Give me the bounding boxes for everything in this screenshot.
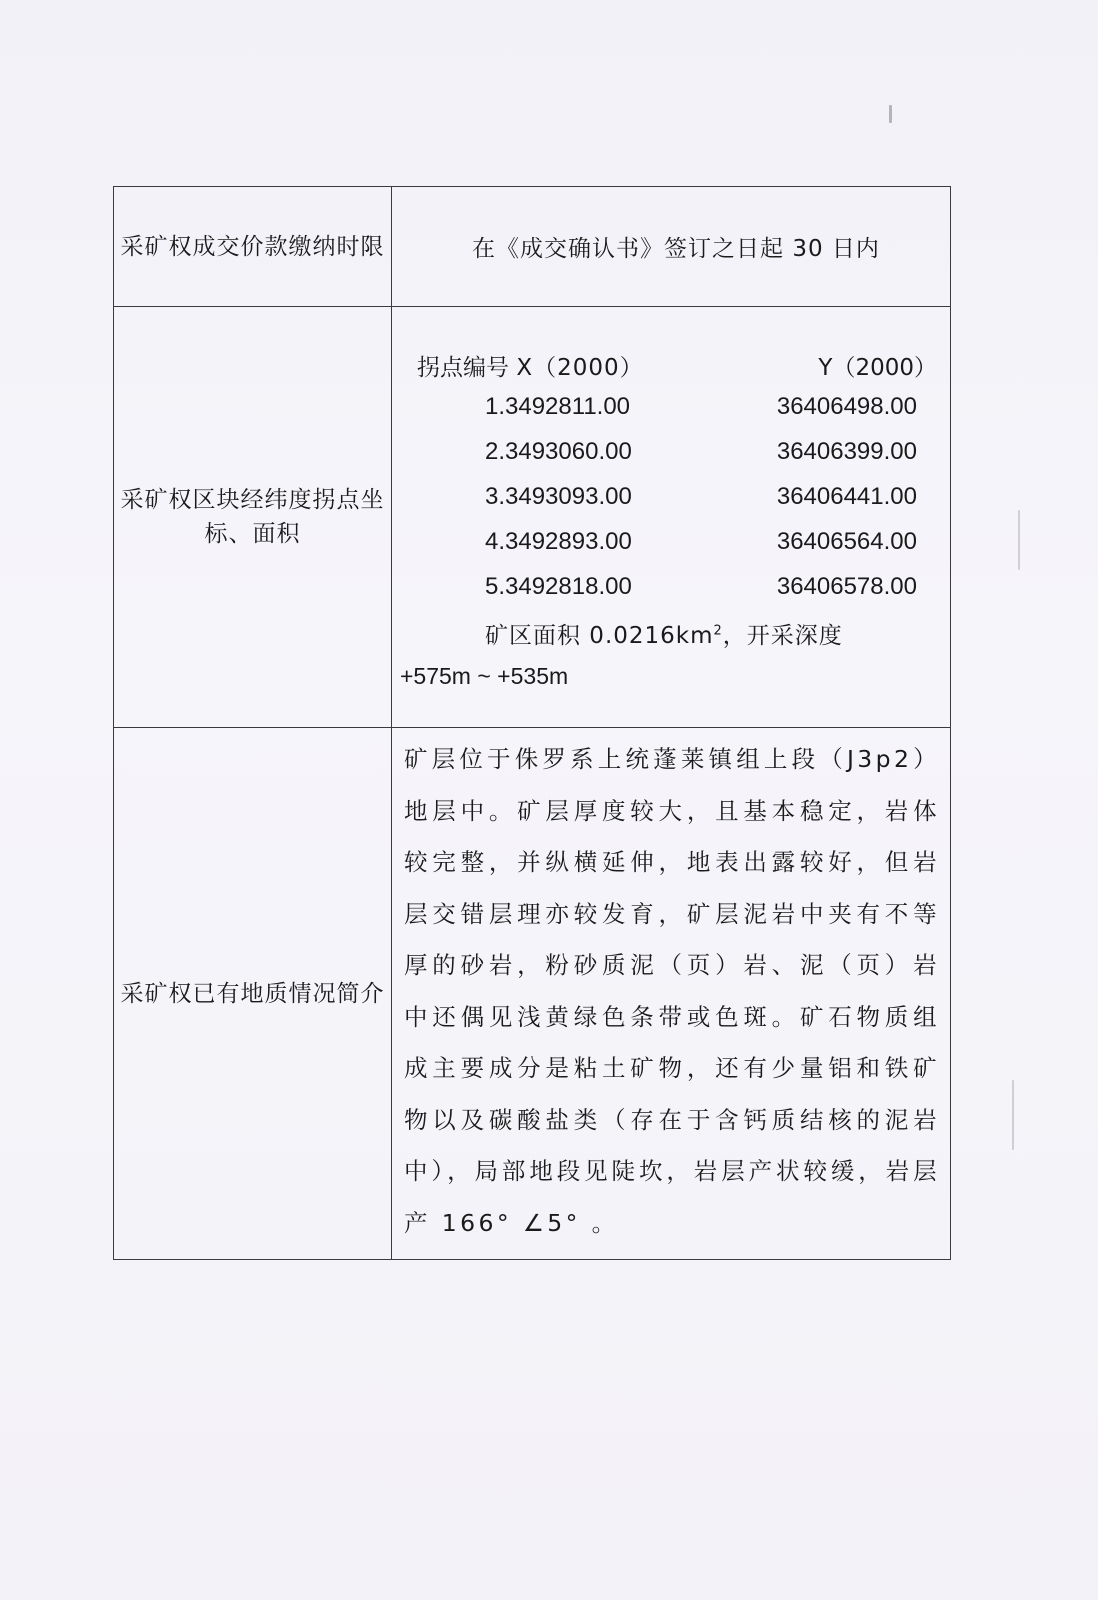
coordinate-x: 1.3492811.00 bbox=[485, 393, 631, 420]
header-point-number: 拐点编号 bbox=[417, 355, 509, 381]
depth-range: +575m ~ +535m bbox=[400, 663, 569, 689]
coordinate-row bbox=[485, 573, 917, 601]
value-payment-deadline bbox=[392, 187, 951, 307]
depth-label: ，开采深度 bbox=[722, 623, 843, 649]
coordinate-y: 36406399.00 bbox=[776, 438, 917, 465]
coordinate-x: 3.3493093.00 bbox=[485, 483, 632, 510]
coordinates-header bbox=[417, 349, 937, 382]
mining-rights-table bbox=[113, 186, 951, 1260]
header-y: Y（2000） bbox=[818, 355, 937, 381]
payment-deadline-text: 在《成交确认书》签订之日起 30 日内 bbox=[472, 236, 880, 262]
geology-description: 矿层位于侏罗系上统蓬莱镇组上段（J3p2）地层中。矿层厚度较大，且基本稳定，岩体较完整，并纵横延伸，地表出露较好，但岩层交错层理亦较发育，矿层泥岩中夹有不等厚的砂岩，粉砂质泥（页）岩、泥（页）岩中还偶见浅黄绿色条带或色斑。矿石物质组成主要成分是粘土矿物，还有少量铝和铁矿物以及碳酸盐类（存在于含钙质结核的泥岩中），局部地段见陡坎，岩层产状较缓，岩层产 166° ∠5° 。 bbox=[404, 745, 940, 1237]
table-row-payment-deadline bbox=[114, 187, 951, 307]
area-text: 矿区面积 0.0216km bbox=[485, 623, 714, 649]
coordinates-block bbox=[392, 307, 950, 727]
coordinate-row bbox=[485, 528, 917, 556]
coordinate-x: 4.3492893.00 bbox=[485, 528, 632, 555]
table-row-coordinates bbox=[114, 307, 951, 728]
label-payment-deadline: 采矿权成交价款缴纳时限 bbox=[114, 187, 392, 307]
area-depth-line bbox=[485, 617, 843, 650]
header-x: X（2000） bbox=[516, 355, 644, 381]
scan-speck bbox=[889, 105, 892, 123]
scan-speck bbox=[1012, 1080, 1014, 1150]
coordinate-row bbox=[485, 438, 917, 466]
coordinate-row bbox=[485, 393, 917, 421]
scan-speck bbox=[1018, 510, 1020, 570]
coordinate-y: 36406498.00 bbox=[776, 393, 917, 420]
coordinate-y: 36406564.00 bbox=[776, 528, 917, 555]
coordinate-y: 36406441.00 bbox=[776, 483, 917, 510]
label-geology: 采矿权已有地质情况简介 bbox=[114, 728, 392, 1260]
label-coordinates-area: 采矿权区块经纬度拐点坐标、面积 bbox=[114, 307, 392, 728]
value-geology bbox=[392, 728, 951, 1260]
coordinate-x: 2.3493060.00 bbox=[485, 438, 632, 465]
table-row-geology bbox=[114, 728, 951, 1260]
coordinate-row bbox=[485, 483, 917, 511]
coordinate-x: 5.3492818.00 bbox=[485, 573, 632, 600]
coordinates-header-left bbox=[417, 349, 644, 382]
value-coordinates-area bbox=[392, 307, 951, 728]
area-superscript: 2 bbox=[713, 623, 723, 639]
coordinate-y: 36406578.00 bbox=[776, 573, 917, 600]
